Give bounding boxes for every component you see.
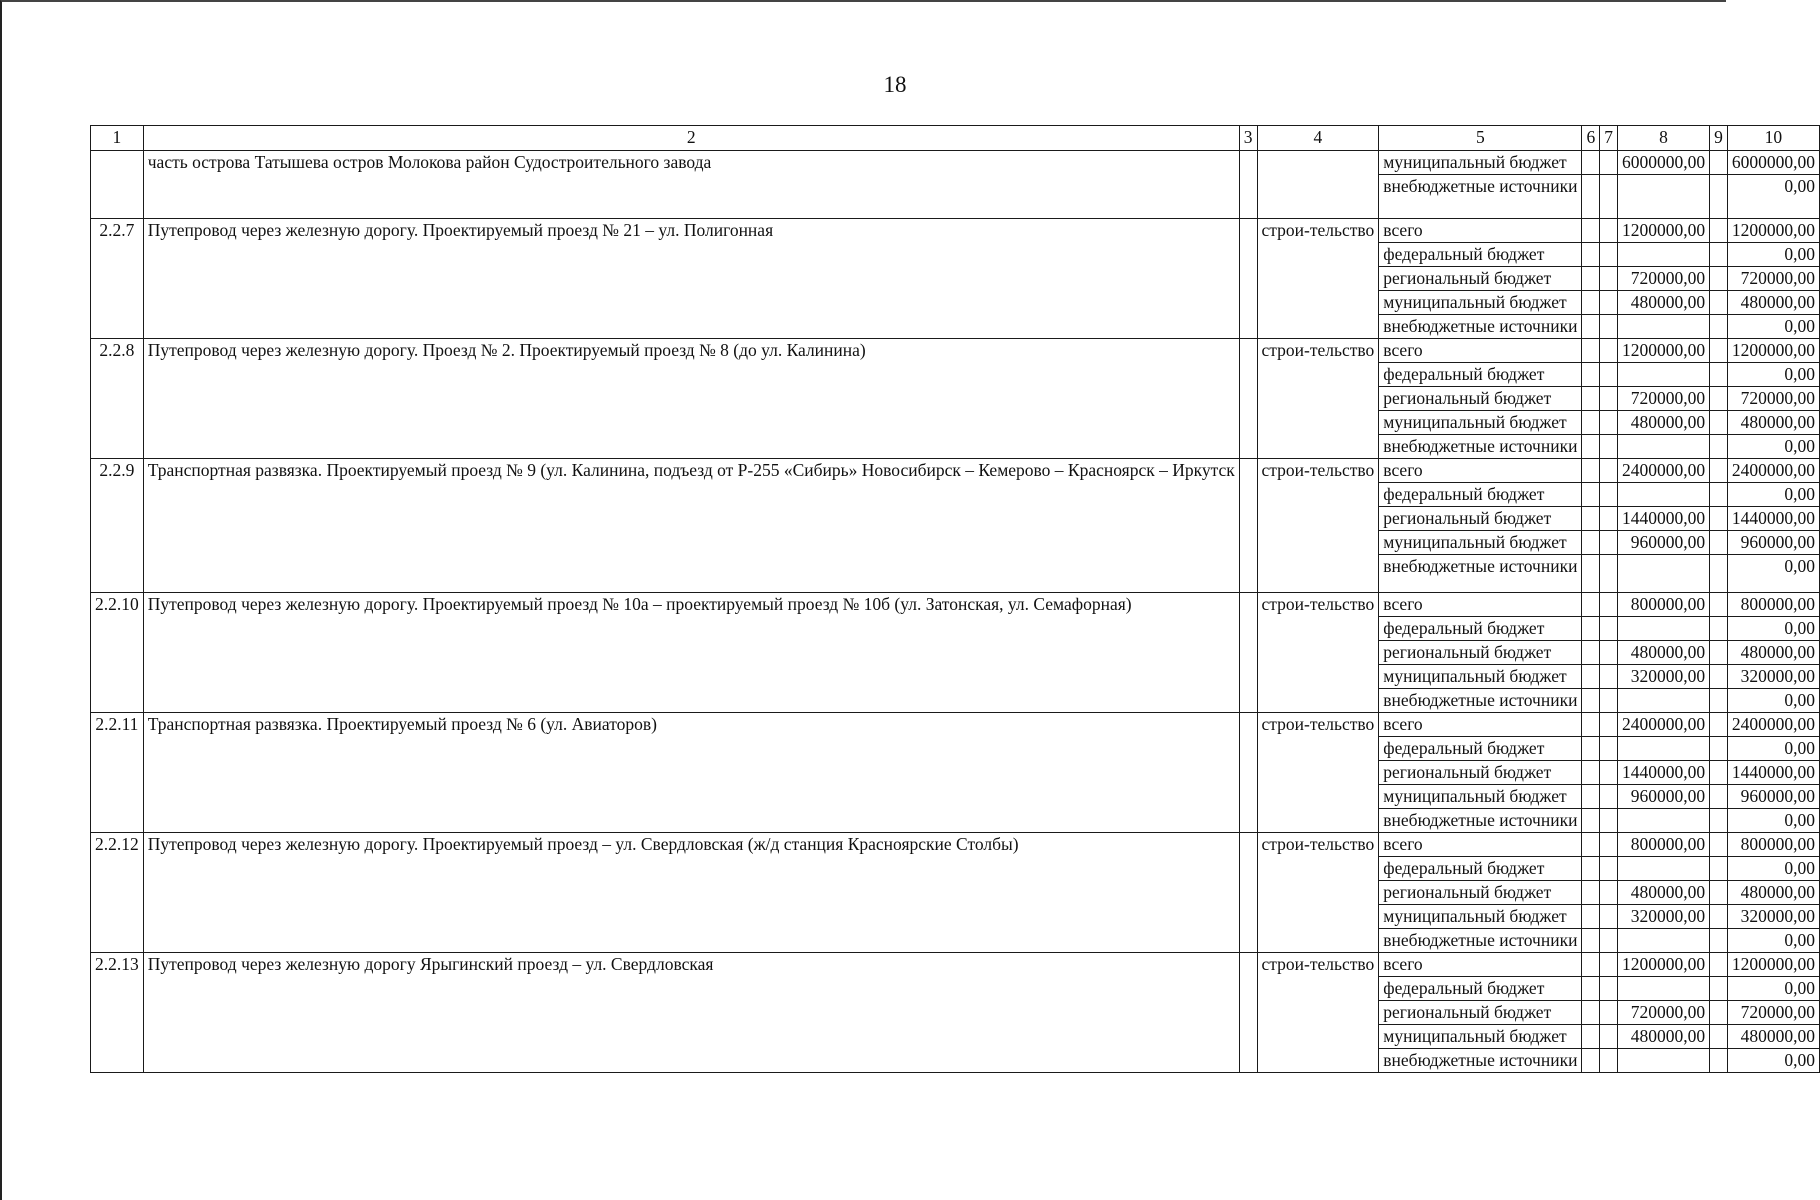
amount-col10-cell: 0,00	[1727, 175, 1819, 219]
amount-col10-cell: 0,00	[1727, 555, 1819, 593]
item-number-cell	[91, 151, 144, 219]
amount-col8-cell: 1200000,00	[1617, 953, 1709, 977]
empty-cell-col9	[1710, 593, 1728, 617]
funding-source-cell: внебюджетные источники	[1379, 175, 1582, 219]
empty-cell-col7	[1600, 555, 1618, 593]
amount-col8-cell: 480000,00	[1617, 881, 1709, 905]
header-cell: 8	[1617, 126, 1709, 151]
amount-col8-cell	[1617, 737, 1709, 761]
empty-cell-col7	[1600, 459, 1618, 483]
empty-cell-col6	[1582, 151, 1600, 175]
empty-cell-col7	[1600, 857, 1618, 881]
empty-cell-col6	[1582, 435, 1600, 459]
empty-cell-col9	[1710, 1025, 1728, 1049]
empty-cell-col9	[1710, 267, 1728, 291]
empty-cell-col9	[1710, 151, 1728, 175]
amount-col8-cell: 1440000,00	[1617, 507, 1709, 531]
amount-col8-cell	[1617, 315, 1709, 339]
empty-cell-col6	[1582, 531, 1600, 555]
amount-col8-cell: 800000,00	[1617, 593, 1709, 617]
table-row	[91, 833, 1820, 857]
empty-cell-col6	[1582, 315, 1600, 339]
amount-col10-cell: 2400000,00	[1727, 713, 1819, 737]
empty-cell-col3	[1239, 459, 1257, 593]
empty-cell-col9	[1710, 1049, 1728, 1073]
amount-col10-cell: 1440000,00	[1727, 761, 1819, 785]
item-description-cell: часть острова Татышева остров Молокова район Судостроительного завода	[143, 151, 1239, 219]
empty-cell-col7	[1600, 315, 1618, 339]
empty-cell-col9	[1710, 713, 1728, 737]
amount-col10-cell: 320000,00	[1727, 905, 1819, 929]
empty-cell-col7	[1600, 483, 1618, 507]
item-number-cell: 2.2.9	[91, 459, 144, 593]
work-type-cell: строи-тельство	[1257, 953, 1379, 1073]
header-cell: 3	[1239, 126, 1257, 151]
empty-cell-col9	[1710, 953, 1728, 977]
empty-cell-col9	[1710, 219, 1728, 243]
amount-col10-cell: 720000,00	[1727, 387, 1819, 411]
empty-cell-col7	[1600, 617, 1618, 641]
item-number-cell: 2.2.7	[91, 219, 144, 339]
item-description-cell: Путепровод через железную дорогу. Проезд № 2. Проектируемый проезд № 8 (до ул. Калинина)	[143, 339, 1239, 459]
amount-col10-cell: 0,00	[1727, 1049, 1819, 1073]
empty-cell-col6	[1582, 713, 1600, 737]
amount-col10-cell: 0,00	[1727, 809, 1819, 833]
empty-cell-col9	[1710, 977, 1728, 1001]
amount-col8-cell	[1617, 363, 1709, 387]
empty-cell-col9	[1710, 881, 1728, 905]
work-type-cell: строи-тельство	[1257, 339, 1379, 459]
amount-col10-cell: 0,00	[1727, 435, 1819, 459]
header-cell: 2	[143, 126, 1239, 151]
work-type-cell: строи-тельство	[1257, 833, 1379, 953]
amount-col8-cell	[1617, 243, 1709, 267]
work-type-cell: строи-тельство	[1257, 713, 1379, 833]
empty-cell-col9	[1710, 689, 1728, 713]
funding-source-cell: внебюджетные источники	[1379, 809, 1582, 833]
empty-cell-col6	[1582, 483, 1600, 507]
empty-cell-col6	[1582, 641, 1600, 665]
empty-cell-col6	[1582, 833, 1600, 857]
table-row	[91, 593, 1820, 617]
funding-source-cell: федеральный бюджет	[1379, 617, 1582, 641]
empty-cell-col7	[1600, 267, 1618, 291]
funding-source-cell: региональный бюджет	[1379, 761, 1582, 785]
funding-source-cell: муниципальный бюджет	[1379, 151, 1582, 175]
empty-cell-col9	[1710, 363, 1728, 387]
funding-source-cell: всего	[1379, 713, 1582, 737]
amount-col10-cell: 0,00	[1727, 483, 1819, 507]
header-cell: 5	[1379, 126, 1582, 151]
amount-col10-cell: 960000,00	[1727, 785, 1819, 809]
amount-col10-cell: 1200000,00	[1727, 219, 1819, 243]
empty-cell-col7	[1600, 387, 1618, 411]
empty-cell-col3	[1239, 219, 1257, 339]
empty-cell-col9	[1710, 507, 1728, 531]
funding-source-cell: внебюджетные источники	[1379, 315, 1582, 339]
amount-col8-cell	[1617, 857, 1709, 881]
empty-cell-col7	[1600, 151, 1618, 175]
empty-cell-col6	[1582, 339, 1600, 363]
work-type-cell: строи-тельство	[1257, 593, 1379, 713]
amount-col8-cell	[1617, 555, 1709, 593]
empty-cell-col3	[1239, 151, 1257, 219]
amount-col10-cell: 480000,00	[1727, 411, 1819, 435]
item-number-cell: 2.2.8	[91, 339, 144, 459]
empty-cell-col9	[1710, 905, 1728, 929]
empty-cell-col6	[1582, 1001, 1600, 1025]
empty-cell-col6	[1582, 593, 1600, 617]
table-row	[91, 151, 1820, 175]
funding-source-cell: муниципальный бюджет	[1379, 665, 1582, 689]
empty-cell-col7	[1600, 1001, 1618, 1025]
header-cell: 4	[1257, 126, 1379, 151]
amount-col10-cell: 0,00	[1727, 929, 1819, 953]
funding-source-cell: всего	[1379, 219, 1582, 243]
amount-col10-cell: 720000,00	[1727, 267, 1819, 291]
funding-source-cell: федеральный бюджет	[1379, 363, 1582, 387]
amount-col8-cell: 1200000,00	[1617, 339, 1709, 363]
empty-cell-col9	[1710, 243, 1728, 267]
empty-cell-col9	[1710, 761, 1728, 785]
item-description-cell: Путепровод через железную дорогу. Проектируемый проезд № 10а – проектируемый проезд № 10б (ул. Затонская, ул. Семафорная)	[143, 593, 1239, 713]
empty-cell-col6	[1582, 267, 1600, 291]
empty-cell-col6	[1582, 555, 1600, 593]
funding-source-cell: муниципальный бюджет	[1379, 1025, 1582, 1049]
header-cell: 1	[91, 126, 144, 151]
table-row	[91, 713, 1820, 737]
amount-col8-cell: 720000,00	[1617, 387, 1709, 411]
amount-col8-cell: 480000,00	[1617, 411, 1709, 435]
amount-col10-cell: 0,00	[1727, 617, 1819, 641]
amount-col10-cell: 0,00	[1727, 857, 1819, 881]
amount-col8-cell: 320000,00	[1617, 665, 1709, 689]
empty-cell-col9	[1710, 617, 1728, 641]
amount-col10-cell: 480000,00	[1727, 291, 1819, 315]
amount-col10-cell: 0,00	[1727, 243, 1819, 267]
header-cell: 6	[1582, 126, 1600, 151]
item-description-cell: Путепровод через железную дорогу. Проектируемый проезд № 21 – ул. Полигонная	[143, 219, 1239, 339]
empty-cell-col6	[1582, 809, 1600, 833]
funding-source-cell: всего	[1379, 593, 1582, 617]
empty-cell-col7	[1600, 593, 1618, 617]
funding-source-cell: всего	[1379, 953, 1582, 977]
empty-cell-col6	[1582, 243, 1600, 267]
header-cell: 10	[1727, 126, 1819, 151]
amount-col8-cell: 720000,00	[1617, 267, 1709, 291]
empty-cell-col6	[1582, 977, 1600, 1001]
page-number: 18	[883, 72, 907, 97]
empty-cell-col7	[1600, 929, 1618, 953]
empty-cell-col9	[1710, 291, 1728, 315]
item-number-cell: 2.2.12	[91, 833, 144, 953]
empty-cell-col6	[1582, 953, 1600, 977]
empty-cell-col7	[1600, 363, 1618, 387]
funding-source-cell: муниципальный бюджет	[1379, 785, 1582, 809]
amount-col10-cell: 800000,00	[1727, 833, 1819, 857]
empty-cell-col7	[1600, 881, 1618, 905]
empty-cell-col7	[1600, 291, 1618, 315]
funding-source-cell: региональный бюджет	[1379, 641, 1582, 665]
funding-source-cell: федеральный бюджет	[1379, 857, 1582, 881]
empty-cell-col3	[1239, 713, 1257, 833]
amount-col10-cell: 480000,00	[1727, 641, 1819, 665]
funding-source-cell: муниципальный бюджет	[1379, 905, 1582, 929]
empty-cell-col6	[1582, 689, 1600, 713]
empty-cell-col7	[1600, 219, 1618, 243]
amount-col10-cell: 0,00	[1727, 737, 1819, 761]
empty-cell-col9	[1710, 411, 1728, 435]
amount-col8-cell: 800000,00	[1617, 833, 1709, 857]
empty-cell-col3	[1239, 833, 1257, 953]
funding-source-cell: региональный бюджет	[1379, 267, 1582, 291]
header-row	[91, 126, 1820, 151]
empty-cell-col7	[1600, 737, 1618, 761]
amount-col8-cell	[1617, 689, 1709, 713]
amount-col8-cell: 960000,00	[1617, 785, 1709, 809]
amount-col8-cell: 2400000,00	[1617, 459, 1709, 483]
empty-cell-col9	[1710, 315, 1728, 339]
amount-col8-cell	[1617, 435, 1709, 459]
work-type-cell: строи-тельство	[1257, 459, 1379, 593]
amount-col10-cell: 0,00	[1727, 363, 1819, 387]
empty-cell-col6	[1582, 881, 1600, 905]
amount-col10-cell: 2400000,00	[1727, 459, 1819, 483]
empty-cell-col7	[1600, 785, 1618, 809]
empty-cell-col7	[1600, 1049, 1618, 1073]
table-row	[91, 219, 1820, 243]
empty-cell-col7	[1600, 507, 1618, 531]
header-cell: 7	[1600, 126, 1618, 151]
empty-cell-col9	[1710, 833, 1728, 857]
empty-cell-col9	[1710, 175, 1728, 219]
amount-col10-cell: 480000,00	[1727, 881, 1819, 905]
amount-col10-cell: 0,00	[1727, 977, 1819, 1001]
item-description-cell: Транспортная развязка. Проектируемый проезд № 9 (ул. Калинина, подъезд от Р-255 «Сибирь» Новосибирск – Кемерово – Красноярск – Иркутск	[143, 459, 1239, 593]
amount-col10-cell: 1200000,00	[1727, 953, 1819, 977]
funding-source-cell: всего	[1379, 459, 1582, 483]
empty-cell-col6	[1582, 507, 1600, 531]
funding-source-cell: внебюджетные источники	[1379, 435, 1582, 459]
empty-cell-col6	[1582, 761, 1600, 785]
empty-cell-col6	[1582, 1049, 1600, 1073]
amount-col8-cell: 960000,00	[1617, 531, 1709, 555]
item-description-cell: Путепровод через железную дорогу. Проектируемый проезд – ул. Свердловская (ж/д станция Красноярские Столбы)	[143, 833, 1239, 953]
funding-source-cell: региональный бюджет	[1379, 387, 1582, 411]
amount-col10-cell: 1200000,00	[1727, 339, 1819, 363]
empty-cell-col9	[1710, 665, 1728, 689]
empty-cell-col6	[1582, 363, 1600, 387]
empty-cell-col9	[1710, 483, 1728, 507]
amount-col8-cell	[1617, 617, 1709, 641]
item-number-cell: 2.2.11	[91, 713, 144, 833]
amount-col10-cell: 0,00	[1727, 689, 1819, 713]
amount-col10-cell: 0,00	[1727, 315, 1819, 339]
empty-cell-col9	[1710, 387, 1728, 411]
amount-col10-cell: 1440000,00	[1727, 507, 1819, 531]
empty-cell-col3	[1239, 593, 1257, 713]
funding-source-cell: федеральный бюджет	[1379, 737, 1582, 761]
amount-col10-cell: 960000,00	[1727, 531, 1819, 555]
empty-cell-col9	[1710, 737, 1728, 761]
funding-source-cell: внебюджетные источники	[1379, 555, 1582, 593]
header-cell: 9	[1710, 126, 1728, 151]
empty-cell-col9	[1710, 809, 1728, 833]
funding-source-cell: региональный бюджет	[1379, 507, 1582, 531]
empty-cell-col9	[1710, 929, 1728, 953]
empty-cell-col7	[1600, 689, 1618, 713]
table-row	[91, 339, 1820, 363]
empty-cell-col6	[1582, 387, 1600, 411]
amount-col8-cell: 1200000,00	[1617, 219, 1709, 243]
empty-cell-col6	[1582, 905, 1600, 929]
empty-cell-col7	[1600, 435, 1618, 459]
funding-source-cell: региональный бюджет	[1379, 1001, 1582, 1025]
table-row	[91, 459, 1820, 483]
empty-cell-col7	[1600, 665, 1618, 689]
empty-cell-col6	[1582, 665, 1600, 689]
empty-cell-col7	[1600, 905, 1618, 929]
funding-source-cell: федеральный бюджет	[1379, 483, 1582, 507]
funding-source-cell: внебюджетные источники	[1379, 1049, 1582, 1073]
empty-cell-col9	[1710, 555, 1728, 593]
table-body	[91, 126, 1820, 1073]
empty-cell-col7	[1600, 175, 1618, 219]
funding-source-cell: федеральный бюджет	[1379, 243, 1582, 267]
funding-source-cell: региональный бюджет	[1379, 881, 1582, 905]
item-description-cell: Путепровод через железную дорогу Ярыгинский проезд – ул. Свердловская	[143, 953, 1239, 1073]
item-number-cell: 2.2.10	[91, 593, 144, 713]
empty-cell-col7	[1600, 977, 1618, 1001]
empty-cell-col7	[1600, 641, 1618, 665]
work-type-cell: строи-тельство	[1257, 219, 1379, 339]
empty-cell-col9	[1710, 785, 1728, 809]
empty-cell-col7	[1600, 1025, 1618, 1049]
empty-cell-col7	[1600, 339, 1618, 363]
amount-col8-cell: 320000,00	[1617, 905, 1709, 929]
funding-source-cell: внебюджетные источники	[1379, 929, 1582, 953]
empty-cell-col7	[1600, 713, 1618, 737]
funding-source-cell: всего	[1379, 339, 1582, 363]
funding-source-cell: муниципальный бюджет	[1379, 411, 1582, 435]
amount-col8-cell: 6000000,00	[1617, 151, 1709, 175]
amount-col8-cell: 480000,00	[1617, 291, 1709, 315]
amount-col8-cell	[1617, 809, 1709, 833]
amount-col8-cell: 480000,00	[1617, 1025, 1709, 1049]
funding-source-cell: муниципальный бюджет	[1379, 531, 1582, 555]
empty-cell-col7	[1600, 531, 1618, 555]
empty-cell-col9	[1710, 531, 1728, 555]
empty-cell-col6	[1582, 785, 1600, 809]
amount-col10-cell: 320000,00	[1727, 665, 1819, 689]
empty-cell-col7	[1600, 411, 1618, 435]
amount-col8-cell	[1617, 175, 1709, 219]
empty-cell-col9	[1710, 339, 1728, 363]
empty-cell-col6	[1582, 291, 1600, 315]
funding-source-cell: федеральный бюджет	[1379, 977, 1582, 1001]
empty-cell-col6	[1582, 929, 1600, 953]
empty-cell-col7	[1600, 243, 1618, 267]
amount-col10-cell: 720000,00	[1727, 1001, 1819, 1025]
amount-col8-cell	[1617, 977, 1709, 1001]
empty-cell-col6	[1582, 857, 1600, 881]
empty-cell-col7	[1600, 761, 1618, 785]
amount-col8-cell: 480000,00	[1617, 641, 1709, 665]
amount-col10-cell: 800000,00	[1727, 593, 1819, 617]
empty-cell-col9	[1710, 459, 1728, 483]
empty-cell-col9	[1710, 1001, 1728, 1025]
amount-col8-cell	[1617, 483, 1709, 507]
empty-cell-col6	[1582, 459, 1600, 483]
empty-cell-col7	[1600, 809, 1618, 833]
empty-cell-col6	[1582, 411, 1600, 435]
funding-source-cell: муниципальный бюджет	[1379, 291, 1582, 315]
empty-cell-col6	[1582, 175, 1600, 219]
funding-source-cell: всего	[1379, 833, 1582, 857]
table-row	[91, 953, 1820, 977]
item-number-cell: 2.2.13	[91, 953, 144, 1073]
amount-col8-cell: 1440000,00	[1617, 761, 1709, 785]
amount-col8-cell: 720000,00	[1617, 1001, 1709, 1025]
amount-col8-cell: 2400000,00	[1617, 713, 1709, 737]
empty-cell-col9	[1710, 641, 1728, 665]
empty-cell-col6	[1582, 219, 1600, 243]
empty-cell-col6	[1582, 617, 1600, 641]
empty-cell-col7	[1600, 833, 1618, 857]
amount-col10-cell: 6000000,00	[1727, 151, 1819, 175]
empty-cell-col9	[1710, 857, 1728, 881]
amount-col10-cell: 480000,00	[1727, 1025, 1819, 1049]
work-type-cell	[1257, 151, 1379, 219]
amount-col8-cell	[1617, 1049, 1709, 1073]
empty-cell-col7	[1600, 953, 1618, 977]
empty-cell-col9	[1710, 435, 1728, 459]
funding-table	[90, 125, 1820, 1073]
empty-cell-col6	[1582, 737, 1600, 761]
empty-cell-col6	[1582, 1025, 1600, 1049]
amount-col8-cell	[1617, 929, 1709, 953]
funding-source-cell: внебюджетные источники	[1379, 689, 1582, 713]
empty-cell-col3	[1239, 953, 1257, 1073]
empty-cell-col3	[1239, 339, 1257, 459]
item-description-cell: Транспортная развязка. Проектируемый проезд № 6 (ул. Авиаторов)	[143, 713, 1239, 833]
